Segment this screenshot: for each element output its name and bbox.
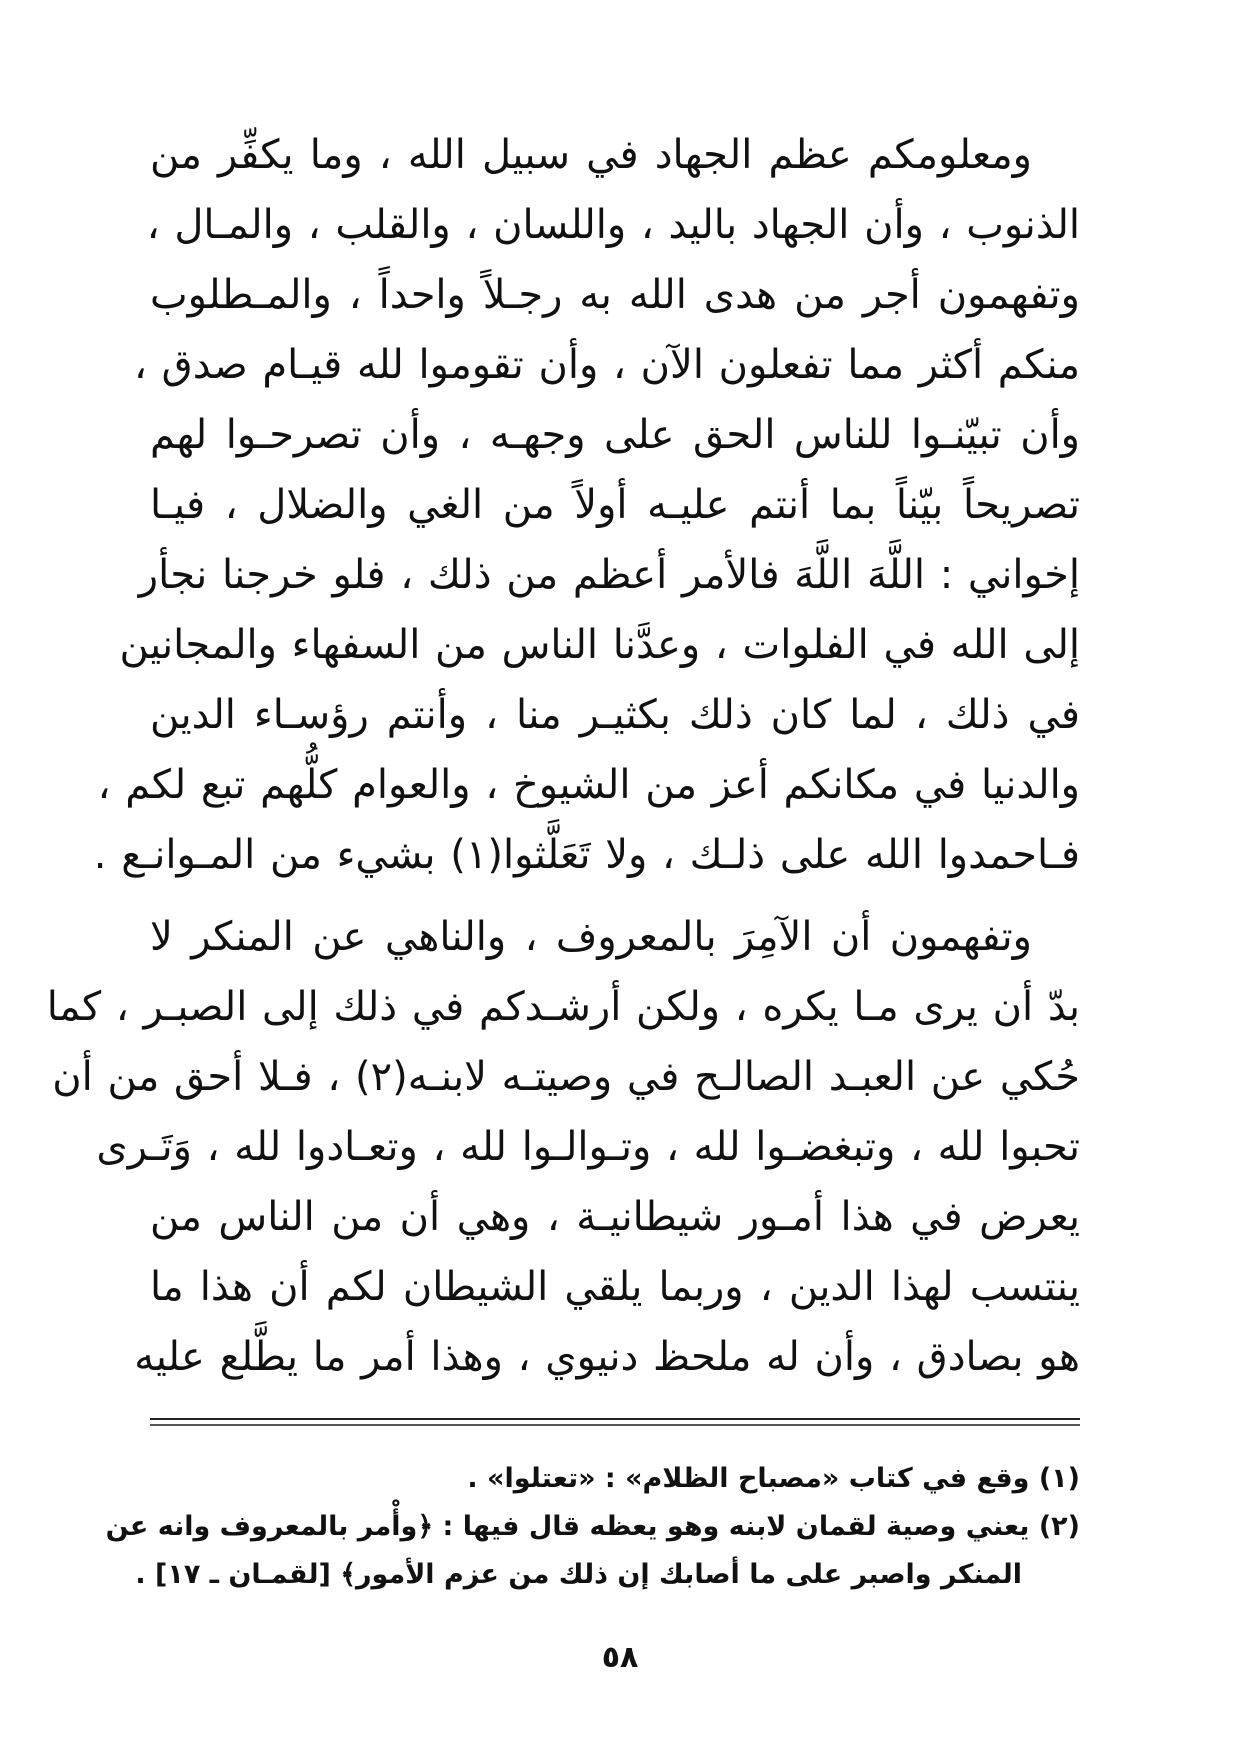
text-line: ومعلومكم عظم الجهاد في سبيل الله ، وما يكفِّر من bbox=[150, 132, 1032, 178]
text-line: هو بصادق ، وأن له ملحظ دنيوي ، وهذا أمر ما يطَّلع عليه bbox=[134, 1334, 1080, 1380]
text-line: يعرض في هذا أمـور شيطانيـة ، وهي أن من الناس من bbox=[150, 1194, 1080, 1240]
paragraph-2 bbox=[46, 902, 1080, 1392]
text-line: والدنيا في مكانكم أعز من الشيوخ ، والعوام كلُّهم تبع لكم ، bbox=[97, 762, 1080, 808]
text-line: وتفهمون أجر من هدى الله به رجـلاً واحداً ، والمـطلوب bbox=[150, 272, 1080, 318]
text-line: وأن تبيّنـوا للناس الحق على وجهـه ، وأن تصرحـوا لهم bbox=[150, 412, 1080, 458]
footnote-1: (١) وقع في كتاب «مصباح الظلام» : «تعتلوا» . bbox=[467, 1463, 1080, 1494]
text-line: منكم أكثر مما تفعلون الآن ، وأن تقوموا لله قيـام صدق ، bbox=[134, 342, 1080, 388]
main-text bbox=[46, 120, 1080, 1392]
text-line: تحبوا لله ، وتبغضـوا لله ، وتـوالـوا لله ، وتعـادوا لله ، وَتَـرى bbox=[96, 1124, 1080, 1170]
footnote-2: (٢) يعني وصية لقمان لابنه وهو يعظه قال فيها : ﴿وأْمر بالمعروف وانه عن bbox=[105, 1511, 1080, 1542]
page-number: ٥٨ bbox=[601, 1640, 639, 1675]
text-line: تصريحاً بيّناً بما أنتم عليـه أولاً من الغي والضلال ، فيـا bbox=[150, 482, 1080, 528]
text-line: ينتسب لهذا الدين ، وربما يلقي الشيطان لكم أن هذا ما bbox=[150, 1264, 1080, 1310]
paragraph-1 bbox=[93, 120, 1080, 890]
text-line: إلى الله في الفلوات ، وعدَّنا الناس من السفهاء والمجانين bbox=[119, 622, 1080, 668]
footnotes bbox=[105, 1455, 1080, 1599]
text-line: فـاحمدوا الله على ذلـك ، ولا تَعَلَّثوا(١) بشيء من المـوانـع . bbox=[93, 832, 1080, 878]
text-line: بدّ أن يرى مـا يكره ، ولكن أرشـدكم في ذلك إلى الصبـر ، كما bbox=[46, 984, 1080, 1030]
footnote-2-continued: المنكر واصبر على ما أصابك إن ذلك من عزم الأمور﴾ [لقمـان ـ ١٧] . bbox=[135, 1559, 1022, 1590]
text-line: وتفهمون أن الآمِرَ بالمعروف ، والناهي عن المنكر لا bbox=[150, 914, 1032, 960]
text-line: في ذلك ، لما كان ذلك بكثيـر منا ، وأنتم رؤسـاء الدين bbox=[150, 692, 1080, 738]
footnote-separator bbox=[150, 1418, 1080, 1426]
text-line: الذنوب ، وأن الجهاد باليد ، واللسان ، والقلب ، والمـال ، bbox=[146, 202, 1080, 248]
text-line: إخواني : اللَّهَ اللَّهَ فالأمر أعظم من ذلك ، فلو خرجنا نجأر bbox=[138, 552, 1080, 598]
text-line: حُكي عن العبـد الصالـح في وصيتـه لابنـه(٢) ، فـلا أحق من أن bbox=[52, 1054, 1080, 1100]
